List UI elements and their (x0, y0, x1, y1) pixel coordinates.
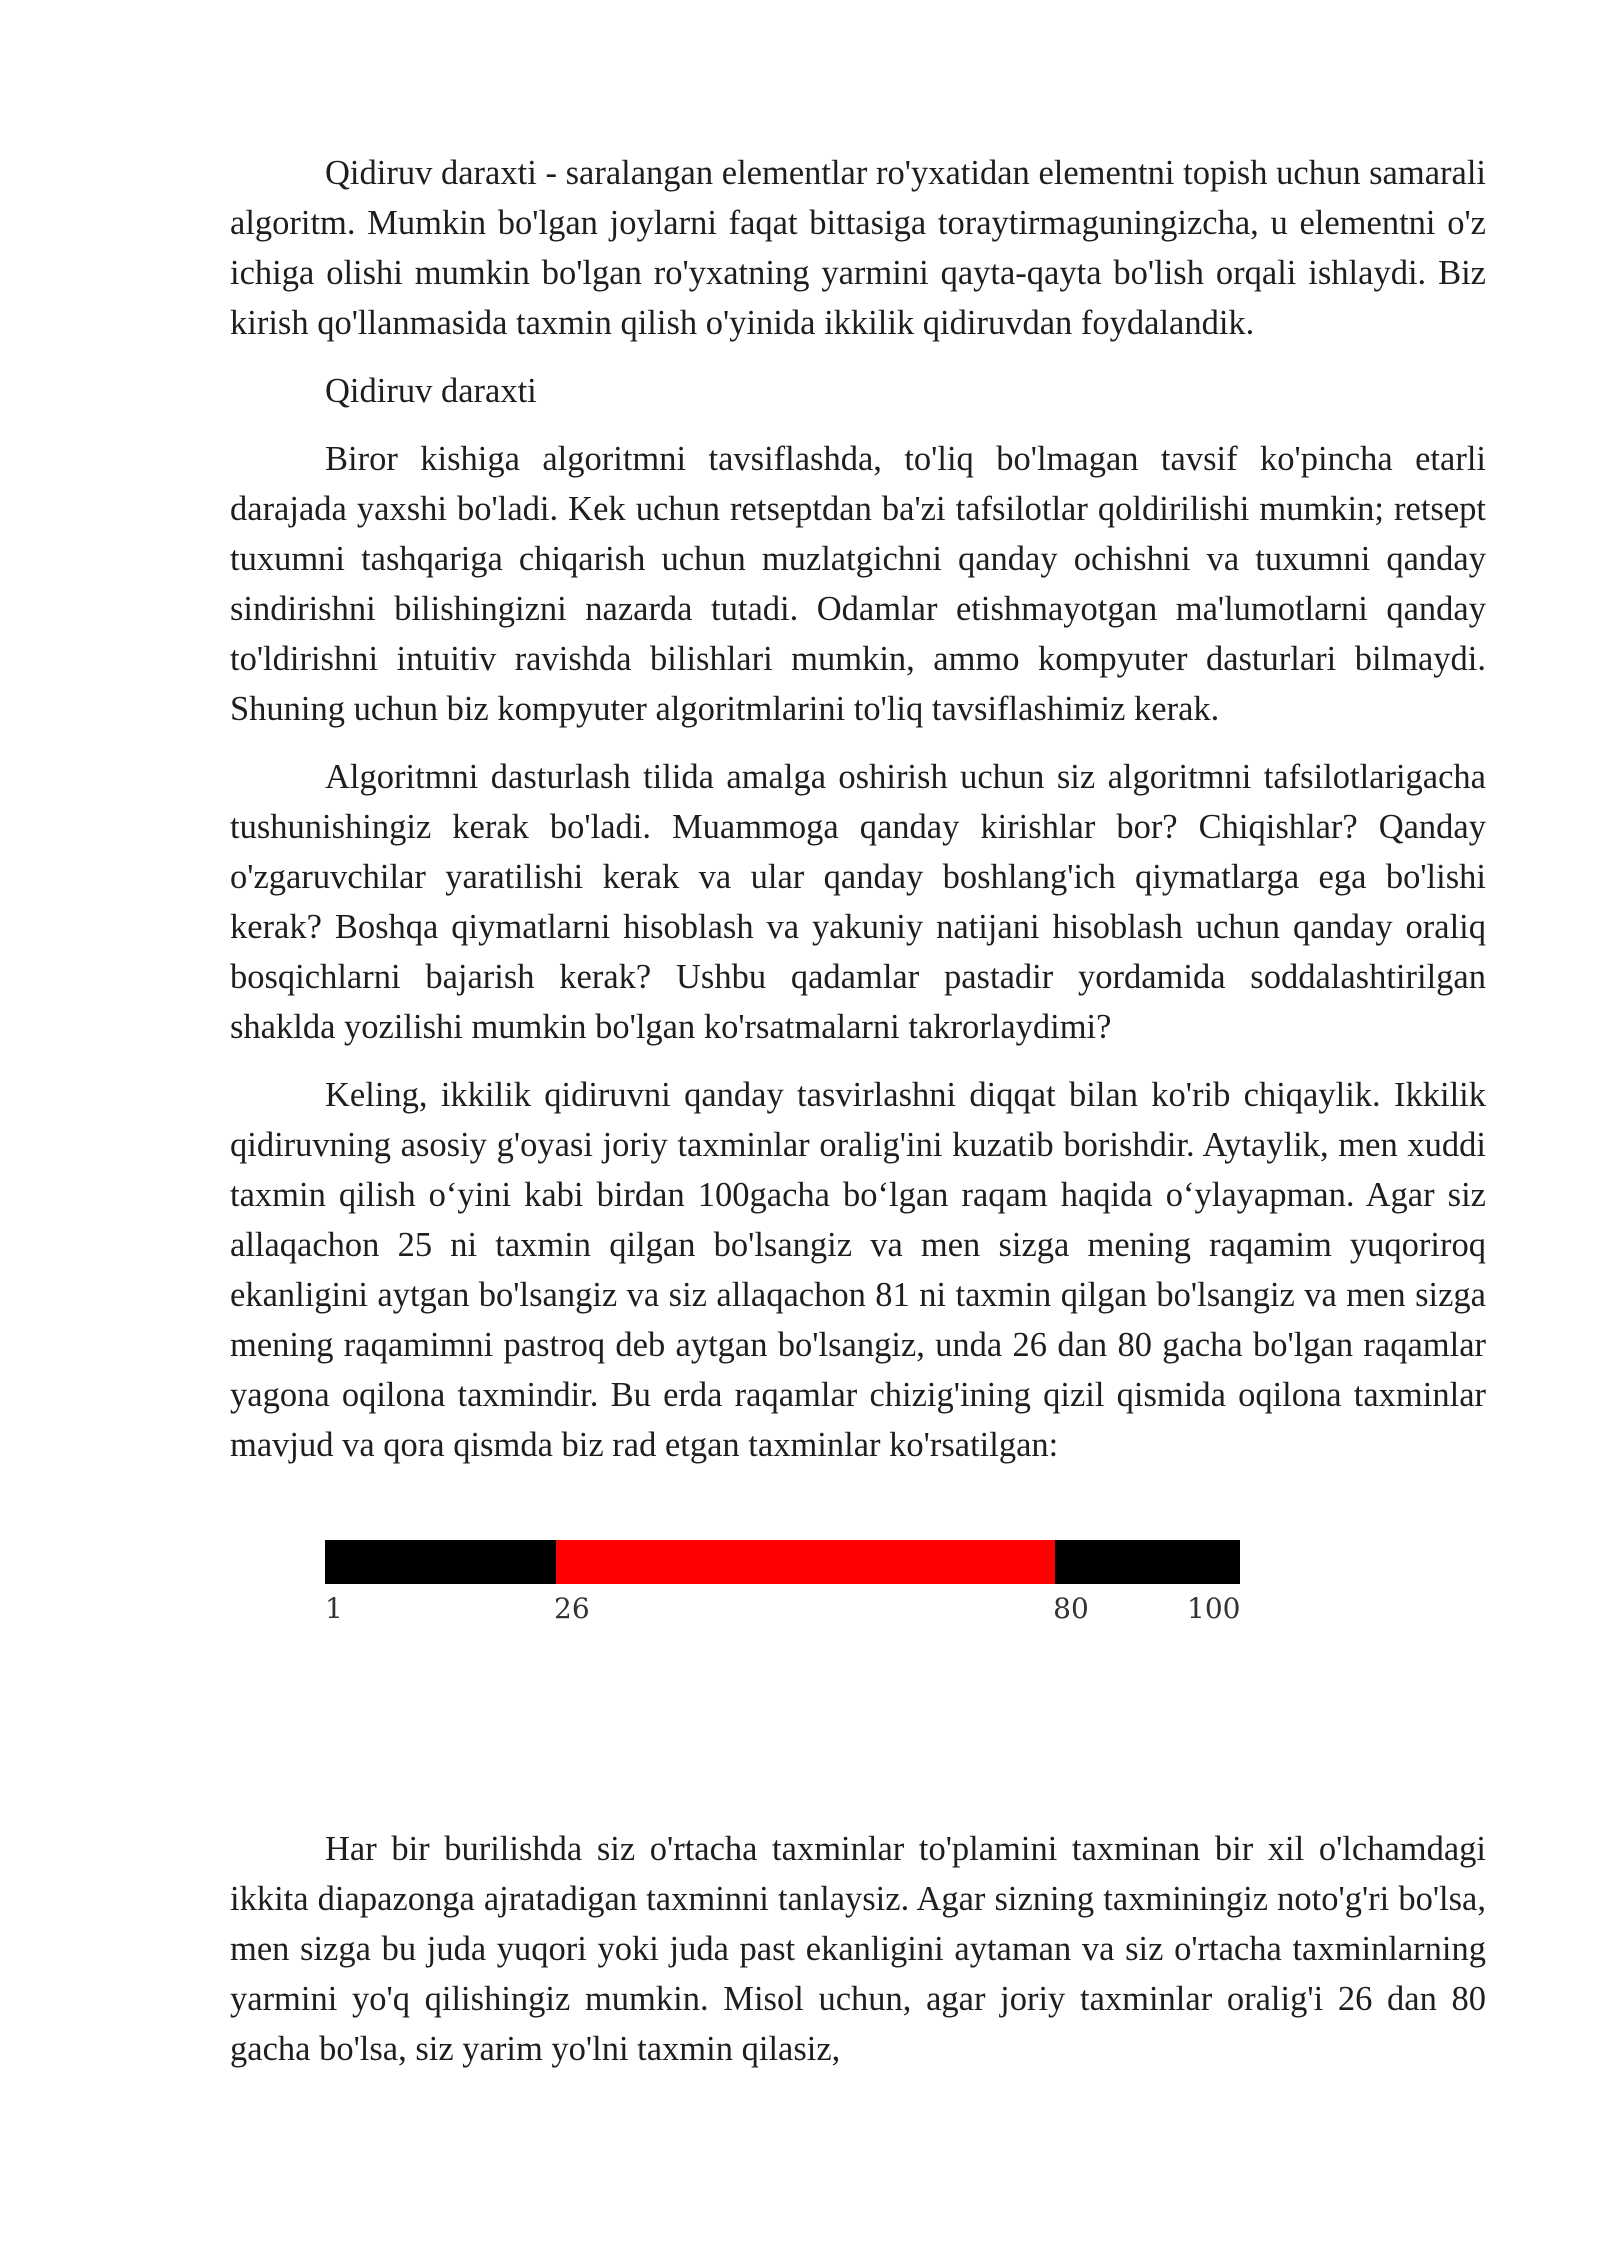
tick-label-80: 80 (1053, 1592, 1089, 1625)
number-line-bar (325, 1540, 1240, 1584)
paragraph-intro: Qidiruv daraxti - saralangan elementlar ro'yxatidan elementni topish uchun samarali algoritm. Mumkin bo'lgan joylarni faqat bittasiga toraytirmaguningizcha, u elementni o'z ichiga olishi mumkin bo'lgan ro'yxatning yarmini qayta-qayta bo'lish orqali ishlaydi. Biz kirish qo'llanmasida taxmin qilish o'yinida ikkilik qidiruvdan foydalandik. (230, 154, 1486, 342)
document-page (230, 148, 1486, 2074)
section-heading: Qidiruv daraxti (325, 372, 537, 410)
number-line-segment-0 (325, 1540, 556, 1584)
number-line-segment-1 (556, 1540, 1055, 1584)
paragraph-after-figure: Har bir burilishda siz o'rtacha taxminlar to'plamini taxminan bir xil o'lchamdagi ikkita diapazonga ajratadigan taxminni tanlaysiz. Agar sizning taxminingiz noto'g'ri bo'lsa, men sizga bu juda yuqori yoki juda past ekanligini aytaman va siz o'rtacha taxminlarning yarmini yo'q qilishingiz mumkin. Misol uchun, agar joriy taxminlar oralig'i 26 dan 80 gacha bo'lsa, siz yarim yo'lni taxmin qilasiz, (230, 1830, 1486, 2068)
tick-label-1: 1 (325, 1592, 343, 1625)
paragraph-binary-search: Keling, ikkilik qidiruvni qanday tasvirlashni diqqat bilan ko'rib chiqaylik. Ikkilik qidiruvning asosiy g'oyasi joriy taxminlar oralig'ini kuzatib borishdir. Aytaylik, men xuddi taxmin qilish o‘yini kabi birdan 100gacha bo‘lgan raqam haqida o‘ylayapman. Agar siz allaqachon 25 ni taxmin qilgan bo'lsangiz va men sizga mening raqamim yuqoriroq ekanligini aytgan bo'lsangiz va siz allaqachon 81 ni taxmin qilgan bo'lsangiz va men sizga mening raqamimni pastroq deb aytgan bo'lsangiz, unda 26 dan 80 gacha bo'lgan raqamlar yagona oqilona taxmindir. Bu erda raqamlar chizig'ining qizil qismida oqilona taxminlar mavjud va qora qismda biz rad etgan taxminlar ko'rsatilgan: (230, 1076, 1486, 1464)
number-line-segment-2 (1055, 1540, 1240, 1584)
tick-label-100: 100 (1187, 1592, 1241, 1625)
number-line-figure (230, 1540, 1486, 1824)
paragraph-programming: Algoritmni dasturlash tilida amalga oshirish uchun siz algoritmni tafsilotlarigacha tushunishingiz kerak bo'ladi. Muammoga qanday kirishlar bor? Chiqishlar? Qanday o'zgaruvchilar yaratilishi kerak va ular qanday boshlang'ich qiymatlarga ega bo'lishi kerak? Boshqa qiymatlarni hisoblash va yakuniy natijani hisoblash uchun qanday oraliq bosqichlarni bajarish kerak? Ushbu qadamlar pastadir yordamida soddalashtirilgan shaklda yozilishi mumkin bo'lgan ko'rsatmalarni takrorlaydimi? (230, 758, 1486, 1046)
paragraph-description: Biror kishiga algoritmni tavsiflashda, to'liq bo'lmagan tavsif ko'pincha etarli darajada yaxshi bo'ladi. Kek uchun retseptdan ba'zi tafsilotlar qoldirilishi mumkin; retsept tuxumni tashqariga chiqarish uchun muzlatgichni qanday ochishni va tuxumni qanday sindirishni bilishingizni nazarda tutadi. Odamlar etishmayotgan ma'lumotlarni qanday to'ldirishni intuitiv ravishda bilishlari mumkin, ammo kompyuter dasturlari bilmaydi. Shuning uchun biz kompyuter algoritmlarini to'liq tavsiflashimiz kerak. (230, 440, 1486, 728)
tick-label-26: 26 (554, 1592, 590, 1625)
